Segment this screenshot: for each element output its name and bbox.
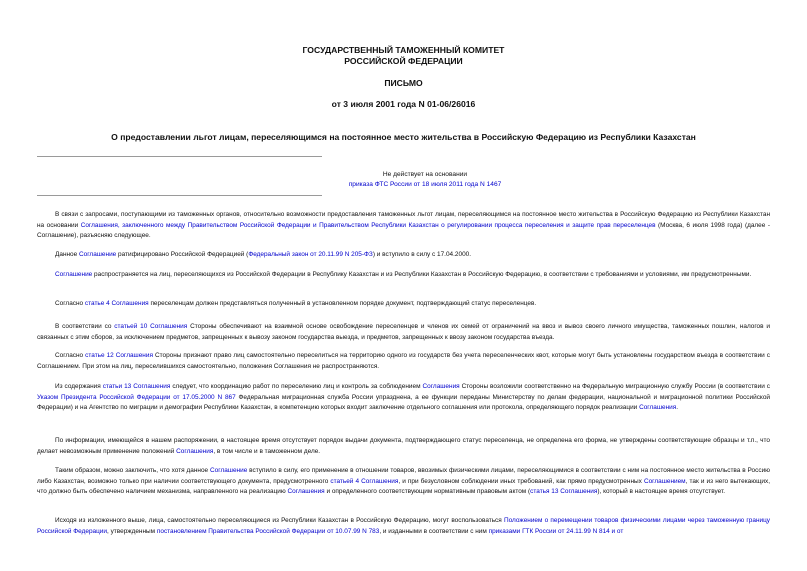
document-number: от 3 июля 2001 года N 01-06/26016 — [331, 99, 476, 109]
paragraph-text: и определенного соответствующим нормативным правовым актом ( — [324, 488, 531, 496]
document-link[interactable]: статье 4 Соглашения — [84, 300, 149, 307]
body-paragraph — [37, 351, 770, 372]
paragraph-text: (Москва, 6 июля 1998 года) (далее - Соглашение), разъясняю следующее. — [37, 221, 770, 240]
separator-top — [37, 156, 322, 157]
paragraph-text: Данное — [55, 251, 79, 258]
body-paragraph — [37, 210, 770, 242]
paragraph-text: , и изданными в соответствии с ним — [379, 527, 489, 535]
separator-bottom — [37, 195, 322, 196]
body-paragraph — [37, 322, 770, 343]
status-note-link[interactable]: приказа ФТС России от 18 июля 2011 года N 1467 — [348, 181, 502, 188]
document-link[interactable]: Соглашения, заключенного между Правительством Российской Федерации и Правительством Республики Казахстан о регулировании процесса переселения и защите прав переселенцев — [80, 221, 656, 229]
paragraph-text: Стороны обеспечивают на взаимной основе освобождение переселенцев и членов их семей от ограничений на ввоз и вывоз своего личного имущества, таможенных пошлин, налогов и связанных с этим сборов, за исключением предметов, запрещенных к вывозу законом государства выезда, и предметов, запрещенных к ввозу законом государства въезда. — [37, 323, 770, 341]
document-link[interactable]: Соглашение — [55, 271, 93, 278]
document-link[interactable]: приказами ГТК России от 24.11.99 N 814 и от — [488, 527, 624, 535]
paragraph-text: ), который в настоящее время отсутствует. — [597, 488, 726, 496]
paragraph-text: По информации, имеющейся в нашем распоряжении, в настоящее время отсутствует порядок выдачи документа, подтверждающего статус переселенца, не определена его форма, не утверждены соответствующие образцы и т.п., что делает невозможным применение положений — [37, 437, 770, 455]
paragraph-text: Стороны признают право лиц самостоятельно переселиться на территорию одного из государств без учета переселенческих квот, которые могут быть установлены государством въезда в соответствии с Соглашением. При этом на лиц, переселившихся самостоятельно, положения Соглашения не распространяются. — [37, 352, 770, 370]
paragraph-text: В связи с запросами, поступающими из таможенных органов, относительно возможности предоставления таможенных льгот лицам, переселяющимся на постоянное место жительства в Российскую Федерацию из Республики Казахстан на основании — [37, 211, 770, 229]
paragraph-text: ратифицировано Российской Федерацией ( — [116, 251, 249, 258]
document-link[interactable]: Положением о перемещении товаров физическими лицами через таможенную границу Российской Федерации — [37, 517, 771, 535]
paragraph-text: , в том числе и в таможенном деле. — [213, 447, 321, 455]
paragraph-text: В соответствии со — [55, 323, 115, 330]
body-paragraph — [37, 466, 770, 498]
paragraph-text: Согласно — [55, 352, 86, 359]
document-link[interactable]: статье 12 Соглашения — [85, 352, 153, 359]
document-link[interactable]: статья 13 Соглашения — [530, 488, 598, 496]
paragraph-text: ) и вступило в силу с 17.04.2000. — [372, 251, 472, 258]
body-paragraph — [37, 382, 770, 414]
body-paragraph — [37, 299, 770, 310]
paragraph-text: следует, что координацию работ по переселению лиц и контроль за соблюдением — [170, 383, 423, 390]
status-note-text: Не действует на основании — [382, 171, 468, 178]
document-link[interactable]: Указом Президента Российской Федерации от 17.05.2000 N 867 — [37, 393, 236, 401]
document-link[interactable]: статьей 4 Соглашения — [330, 477, 399, 485]
body-paragraph — [37, 436, 770, 457]
document-link[interactable]: Федеральный закон от 20.11.99 N 205-ФЗ — [248, 251, 373, 258]
paragraph-text: распространяется на лиц, переселяющихся из Российской Федерации в Республику Казахстан и из Республики Казахстан в Российскую Федерацию, в соответствии с требованиями и условиями, им предусмотренными. — [92, 271, 752, 278]
paragraph-text: Согласно — [55, 300, 85, 307]
paragraph-text: Из содержания — [55, 383, 103, 390]
paragraph-text: , и при безусловном соблюдении иных требований, как прямо предусмотренных — [398, 477, 644, 485]
document-link[interactable]: статьи 13 Соглашения — [102, 383, 171, 390]
paragraph-text: переселенцам должен представляться полученный в установленном порядке документ, подтверждающий статус переселенцев. — [148, 300, 537, 307]
document-link[interactable]: Соглашение — [210, 467, 248, 474]
document-link[interactable]: Соглашения — [287, 488, 325, 496]
document-type: ПИСЬМО — [384, 78, 423, 88]
body-paragraph — [37, 250, 770, 261]
document-link[interactable]: Соглашение — [79, 251, 117, 258]
body-paragraph — [37, 270, 770, 281]
paragraph-text: Исходя из изложенного выше, лица, самостоятельно переселяющиеся из Республики Казахстан в Российскую Федерацию, могут воспользоваться — [55, 517, 504, 524]
paragraph-text: Федеральная миграционная служба России упразднена, а ее функции переданы Министерству по делам федерации, национальной и миграционной политики Российской Федерации) и на Агентство по миграции и демографии Республики Казахстан, в компетенцию которых входит заключение отдельного соглашения или протокола, определяющего порядок реализации — [37, 393, 770, 412]
document-link[interactable]: статьей 10 Соглашения — [114, 323, 188, 330]
issuer-line-2: РОССИЙСКОЙ ФЕДЕРАЦИИ — [344, 56, 463, 66]
paragraph-text: Таким образом, можно заключить, что хотя данное — [55, 467, 211, 474]
document-link[interactable]: Соглашением — [643, 477, 686, 485]
paragraph-text: . — [676, 404, 679, 412]
document-link[interactable]: Соглашения — [422, 383, 460, 390]
document-link[interactable]: Соглашения — [176, 447, 214, 455]
document-title: О предоставлении льгот лицам, переселяющимся на постоянное место жительства в Российскую Федерацию из Республики Казахстан — [111, 132, 696, 142]
paragraph-text: , так и из него вытекающих, что должно быть обеспечено наличием механизма, направленного на реализацию — [37, 477, 770, 496]
document-link[interactable]: Соглашения — [639, 404, 677, 412]
document-link[interactable]: постановлением Правительства Российской Федерации от 10.07.99 N 783 — [156, 527, 380, 535]
paragraph-text: Стороны возложили соответственно на Федеральную миграционную службу России (в соответствии с — [459, 383, 770, 390]
issuer-line-1: ГОСУДАРСТВЕННЫЙ ТАМОЖЕННЫЙ КОМИТЕТ — [302, 45, 505, 55]
body-paragraph — [37, 516, 770, 537]
paragraph-text: , утвержденным — [107, 527, 157, 535]
paragraph-text: вступило в силу, его применение в отношении товаров, ввозимых физическими лицами, переселяющимися в соответствии с ним на постоянное место жительства в Россию либо Казахстан, возможно только при наличии соответствующего документа, предусмотренного — [37, 467, 771, 485]
